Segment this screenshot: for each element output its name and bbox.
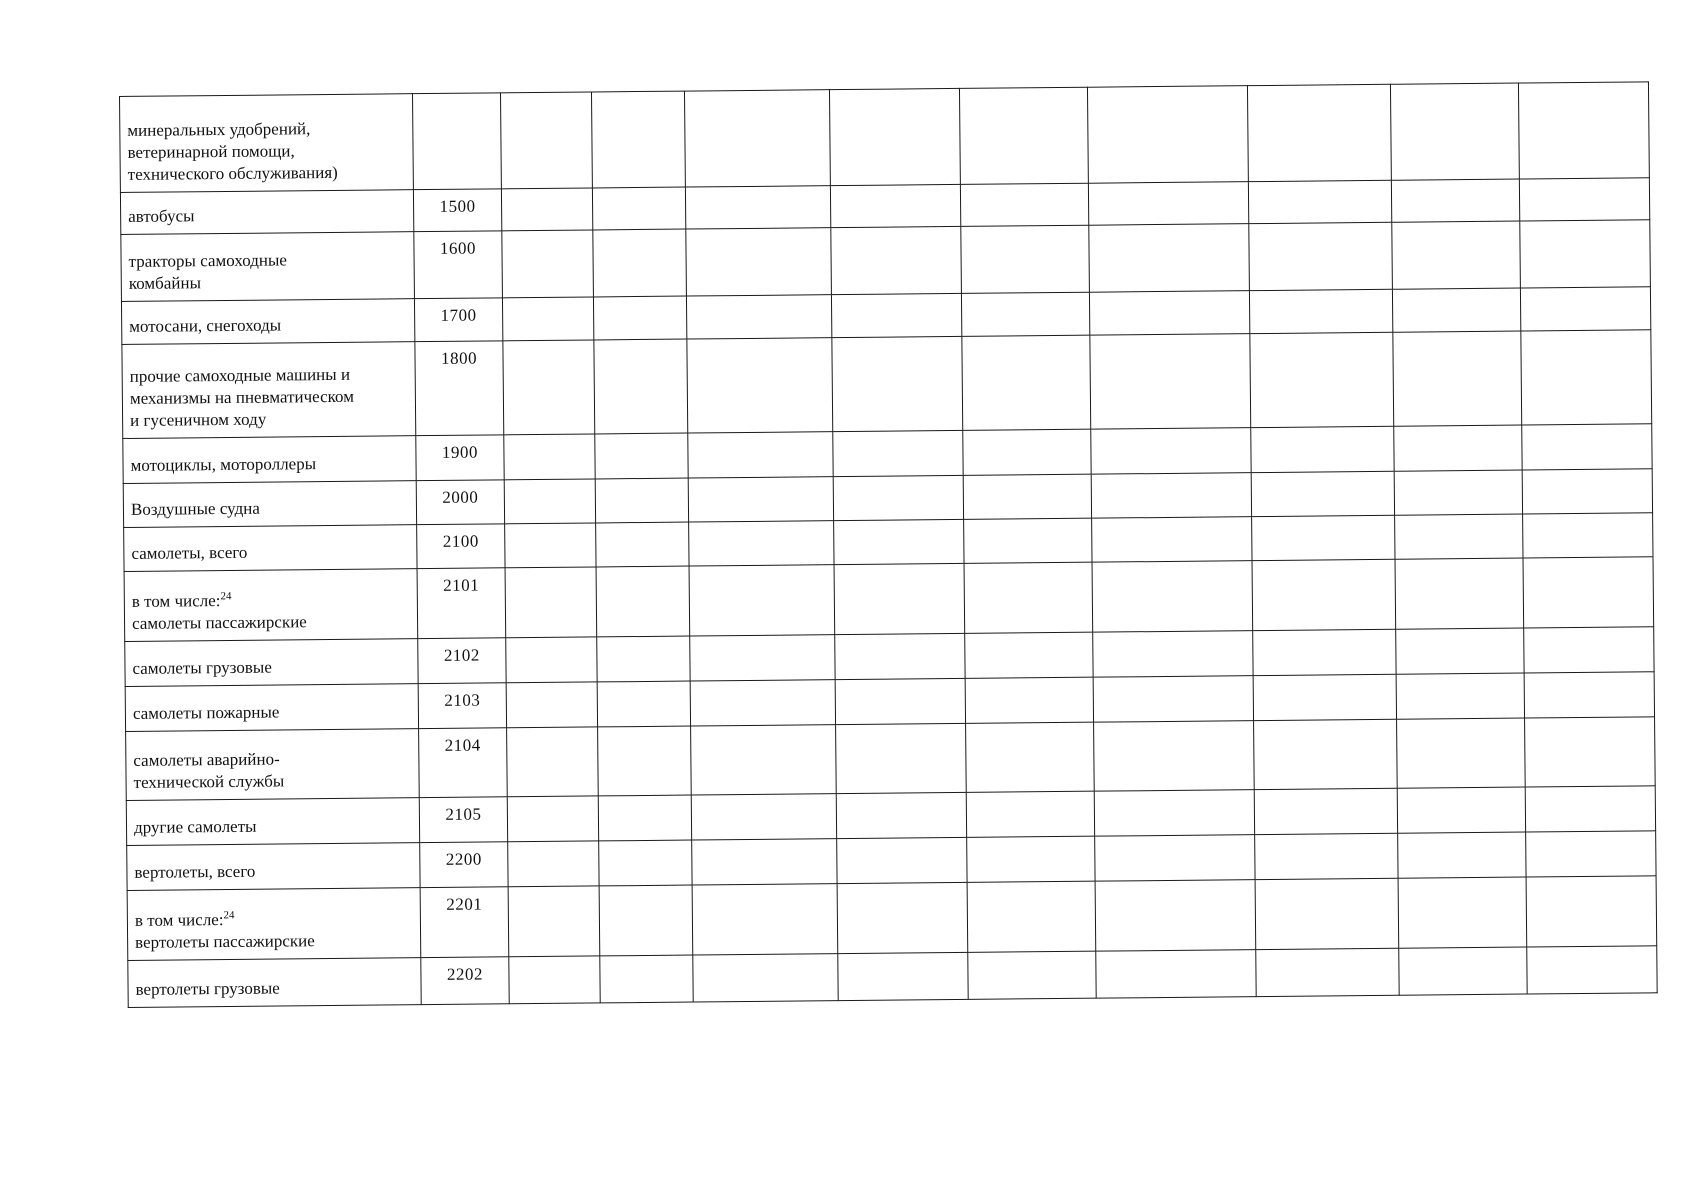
row-name-text: самолеты пожарные xyxy=(132,702,280,723)
row-name-text: технического обслуживания) xyxy=(127,162,338,184)
row-name-line xyxy=(127,139,406,164)
empty-value-cell[interactable] xyxy=(966,791,1094,837)
empty-value-cell[interactable] xyxy=(1090,334,1251,430)
empty-value-cell[interactable] xyxy=(689,565,835,636)
row-name-text: комбайны xyxy=(128,273,202,293)
row-name-line xyxy=(132,588,411,613)
empty-value-cell[interactable] xyxy=(1249,289,1392,333)
empty-value-cell[interactable] xyxy=(1093,631,1253,678)
row-name-text: вертолеты грузовые xyxy=(135,978,280,999)
empty-value-cell[interactable] xyxy=(1252,515,1395,560)
row-name-cell xyxy=(124,525,417,572)
empty-value-cell[interactable] xyxy=(1395,514,1523,559)
empty-value-cell[interactable] xyxy=(501,188,592,231)
empty-value-cell[interactable] xyxy=(964,518,1092,563)
row-name-text: в том числе: xyxy=(134,909,224,930)
row-name-text: самолеты грузовые xyxy=(132,657,272,678)
empty-value-cell[interactable] xyxy=(835,633,965,679)
row-code-cell xyxy=(412,93,501,190)
row-code-cell: 2200 xyxy=(420,842,508,888)
empty-value-cell[interactable] xyxy=(1525,786,1655,832)
empty-value-cell[interactable] xyxy=(506,682,597,728)
empty-value-cell[interactable] xyxy=(836,723,967,793)
empty-value-cell[interactable] xyxy=(1251,426,1394,472)
empty-value-cell[interactable] xyxy=(684,90,830,187)
empty-value-cell[interactable] xyxy=(500,92,592,189)
row-name-text: вертолеты, всего xyxy=(134,861,256,882)
empty-value-cell[interactable] xyxy=(593,229,687,297)
row-code-cell: 2201 xyxy=(420,887,509,958)
empty-value-cell[interactable] xyxy=(502,230,594,298)
row-name-cell xyxy=(127,843,420,891)
empty-value-cell[interactable] xyxy=(595,433,688,479)
empty-value-cell[interactable] xyxy=(504,479,595,524)
footnote-marker: 24 xyxy=(220,590,232,603)
empty-value-cell[interactable] xyxy=(505,567,597,638)
empty-value-cell[interactable] xyxy=(1091,473,1251,519)
row-name-cell xyxy=(126,798,419,846)
empty-value-cell[interactable] xyxy=(507,796,598,842)
empty-value-cell[interactable] xyxy=(837,882,968,953)
empty-value-cell[interactable] xyxy=(1397,718,1526,788)
empty-value-cell[interactable] xyxy=(597,681,690,727)
empty-value-cell[interactable] xyxy=(967,881,1096,952)
empty-value-cell[interactable] xyxy=(591,91,685,188)
row-code-cell: 2101 xyxy=(417,568,506,639)
empty-value-cell[interactable] xyxy=(594,339,688,434)
empty-value-cell[interactable] xyxy=(963,474,1091,519)
empty-value-cell[interactable] xyxy=(688,432,833,478)
empty-value-cell[interactable] xyxy=(692,884,838,955)
empty-value-cell[interactable] xyxy=(595,478,688,523)
empty-value-cell[interactable] xyxy=(690,635,835,681)
empty-value-cell[interactable] xyxy=(1251,471,1394,516)
row-name-line xyxy=(131,540,410,565)
empty-value-cell[interactable] xyxy=(1087,86,1248,184)
row-name-cell xyxy=(125,639,418,687)
row-code-cell: 2000 xyxy=(416,480,504,525)
empty-value-cell[interactable] xyxy=(959,87,1088,184)
empty-value-cell[interactable] xyxy=(960,183,1088,226)
row-name-cell xyxy=(127,888,421,961)
empty-value-cell[interactable] xyxy=(1526,876,1657,947)
row-code-cell: 2102 xyxy=(418,638,506,684)
empty-value-cell[interactable] xyxy=(837,837,967,883)
row-code-cell: 1600 xyxy=(414,231,503,299)
empty-value-cell[interactable] xyxy=(835,678,965,724)
empty-value-cell[interactable] xyxy=(829,88,960,185)
row-name-text: мотоциклы, мотороллеры xyxy=(130,454,317,475)
row-name-cell xyxy=(124,569,418,642)
empty-value-cell[interactable] xyxy=(968,951,1096,999)
empty-value-cell[interactable] xyxy=(1390,83,1519,180)
empty-value-cell[interactable] xyxy=(962,335,1091,430)
empty-value-cell[interactable] xyxy=(1393,331,1522,426)
empty-value-cell[interactable] xyxy=(838,952,968,1000)
row-name-cell xyxy=(126,729,420,801)
row-name-line xyxy=(128,248,407,273)
empty-value-cell[interactable] xyxy=(1247,84,1391,181)
empty-value-cell[interactable] xyxy=(1524,672,1654,718)
empty-value-cell[interactable] xyxy=(686,295,831,339)
empty-value-cell[interactable] xyxy=(508,841,599,887)
empty-value-cell[interactable] xyxy=(692,839,837,885)
empty-value-cell[interactable] xyxy=(831,293,961,337)
empty-value-cell[interactable] xyxy=(1252,559,1396,630)
empty-value-cell[interactable] xyxy=(592,187,685,230)
row-name-line xyxy=(132,655,411,680)
row-name-text: автобусы xyxy=(128,206,195,226)
empty-value-cell[interactable] xyxy=(1392,221,1521,289)
empty-value-cell[interactable] xyxy=(1092,561,1253,633)
empty-value-cell[interactable] xyxy=(1089,291,1249,336)
empty-value-cell[interactable] xyxy=(690,680,835,726)
empty-value-cell[interactable] xyxy=(596,566,690,637)
empty-value-cell[interactable] xyxy=(963,429,1091,475)
empty-value-cell[interactable] xyxy=(593,296,686,340)
empty-value-cell[interactable] xyxy=(686,228,832,296)
row-name-text: ветеринарной помощи, xyxy=(127,141,295,162)
row-name-line xyxy=(128,161,407,186)
empty-value-cell[interactable] xyxy=(504,434,595,480)
empty-value-cell[interactable] xyxy=(1523,513,1653,558)
table-body xyxy=(120,82,1658,1008)
row-name-line xyxy=(130,452,409,477)
empty-value-cell[interactable] xyxy=(1249,222,1393,290)
empty-value-cell[interactable] xyxy=(507,727,599,797)
row-code-cell: 2100 xyxy=(417,524,505,569)
empty-value-cell[interactable] xyxy=(830,184,960,227)
row-name-line xyxy=(135,907,414,932)
empty-value-cell[interactable] xyxy=(509,956,600,1004)
empty-value-cell[interactable] xyxy=(1091,428,1251,475)
empty-value-cell[interactable] xyxy=(1395,558,1524,629)
table-row xyxy=(120,82,1650,193)
row-name-text: механизмы на пневматическом xyxy=(129,386,355,408)
row-name-line xyxy=(131,496,410,521)
empty-value-cell[interactable] xyxy=(834,519,964,564)
row-name-line xyxy=(129,270,408,295)
empty-value-cell[interactable] xyxy=(1396,628,1524,674)
empty-value-cell[interactable] xyxy=(1396,673,1524,719)
empty-value-cell[interactable] xyxy=(1254,788,1397,834)
row-name-text: самолеты пассажирские xyxy=(131,612,307,633)
row-name-cell xyxy=(125,684,418,732)
empty-value-cell[interactable] xyxy=(599,840,692,886)
row-name-text: и гусеничном ходу xyxy=(130,409,267,430)
empty-value-cell[interactable] xyxy=(832,336,963,431)
empty-value-cell[interactable] xyxy=(1093,676,1253,723)
empty-value-cell[interactable] xyxy=(506,637,597,683)
empty-value-cell[interactable] xyxy=(1527,946,1657,994)
row-code-cell: 2105 xyxy=(419,797,507,843)
vehicle-report-table xyxy=(119,81,1658,1008)
empty-value-cell[interactable] xyxy=(1253,674,1396,720)
row-name-cell xyxy=(122,342,416,439)
empty-value-cell[interactable] xyxy=(502,297,593,341)
empty-value-cell[interactable] xyxy=(1095,880,1256,952)
empty-value-cell[interactable] xyxy=(1520,220,1651,288)
empty-value-cell[interactable] xyxy=(1519,178,1649,221)
row-name-cell xyxy=(128,958,421,1008)
empty-value-cell[interactable] xyxy=(687,338,833,433)
empty-value-cell[interactable] xyxy=(1248,180,1391,223)
row-name-line xyxy=(130,363,409,388)
empty-value-cell[interactable] xyxy=(1255,833,1398,879)
row-name-line xyxy=(132,610,411,635)
row-name-cell xyxy=(121,299,414,345)
empty-value-cell[interactable] xyxy=(961,292,1089,336)
row-name-cell xyxy=(120,94,414,193)
empty-value-cell[interactable] xyxy=(685,186,830,229)
empty-value-cell[interactable] xyxy=(1520,287,1650,331)
row-name-text: самолеты, всего xyxy=(131,542,248,563)
empty-value-cell[interactable] xyxy=(691,794,836,840)
empty-value-cell[interactable] xyxy=(1095,835,1255,882)
empty-value-cell[interactable] xyxy=(1088,182,1248,226)
empty-value-cell[interactable] xyxy=(1253,629,1396,675)
empty-value-cell[interactable] xyxy=(600,955,693,1003)
row-name-line xyxy=(133,700,412,725)
empty-value-cell[interactable] xyxy=(1397,787,1525,833)
row-code-cell: 2202 xyxy=(421,957,509,1005)
empty-value-cell[interactable] xyxy=(1096,950,1256,999)
empty-value-cell[interactable] xyxy=(1250,332,1394,427)
empty-value-cell[interactable] xyxy=(1522,424,1652,470)
row-name-text: мотосани, снегоходы xyxy=(129,315,282,336)
empty-value-cell[interactable] xyxy=(965,677,1093,723)
row-name-text: Воздушные судна xyxy=(130,498,260,519)
row-code-cell: 1700 xyxy=(414,298,502,342)
empty-value-cell[interactable] xyxy=(1394,425,1522,471)
row-name-line xyxy=(134,859,413,884)
row-name-text: вертолеты пассажирские xyxy=(135,931,315,952)
empty-value-cell[interactable] xyxy=(599,885,693,956)
empty-value-cell[interactable] xyxy=(1094,721,1255,792)
empty-value-cell[interactable] xyxy=(688,477,833,522)
row-name-line xyxy=(133,747,412,772)
empty-value-cell[interactable] xyxy=(596,522,689,567)
empty-value-cell[interactable] xyxy=(1092,517,1252,563)
row-name-line xyxy=(129,313,408,338)
empty-value-cell[interactable] xyxy=(689,521,834,566)
empty-value-cell[interactable] xyxy=(1394,470,1522,515)
row-name-text: самолеты аварийно- xyxy=(133,749,280,770)
empty-value-cell[interactable] xyxy=(1524,627,1654,673)
row-name-text: в том числе: xyxy=(131,590,221,611)
footnote-marker: 24 xyxy=(223,909,235,922)
empty-value-cell[interactable] xyxy=(1398,877,1527,948)
row-name-line xyxy=(133,769,412,794)
row-code-cell: 2103 xyxy=(418,683,506,729)
table-row xyxy=(122,330,1652,439)
row-name-cell xyxy=(123,436,416,484)
empty-value-cell[interactable] xyxy=(964,562,1093,633)
empty-value-cell[interactable] xyxy=(1254,719,1398,789)
empty-value-cell[interactable] xyxy=(693,954,838,1002)
empty-value-cell[interactable] xyxy=(1522,469,1652,514)
row-name-text: прочие самоходные машины и xyxy=(129,364,351,386)
row-name-line xyxy=(127,117,406,142)
row-code-cell: 1500 xyxy=(413,189,501,232)
empty-value-cell[interactable] xyxy=(833,475,963,520)
empty-value-cell[interactable] xyxy=(1526,831,1656,877)
empty-value-cell[interactable] xyxy=(836,792,966,838)
empty-value-cell[interactable] xyxy=(503,340,595,435)
empty-value-cell[interactable] xyxy=(598,795,691,841)
empty-value-cell[interactable] xyxy=(1399,947,1527,995)
empty-value-cell[interactable] xyxy=(961,225,1090,293)
empty-value-cell[interactable] xyxy=(597,636,690,682)
empty-value-cell[interactable] xyxy=(1094,790,1254,837)
empty-value-cell[interactable] xyxy=(598,726,692,796)
empty-value-cell[interactable] xyxy=(1392,288,1520,332)
empty-value-cell[interactable] xyxy=(1523,557,1654,628)
row-name-line xyxy=(130,407,409,432)
empty-value-cell[interactable] xyxy=(1089,224,1250,293)
row-name-text: тракторы самоходные xyxy=(128,250,287,271)
row-name-line xyxy=(134,814,413,839)
row-name-line xyxy=(135,929,414,954)
row-name-cell xyxy=(121,232,415,302)
empty-value-cell[interactable] xyxy=(505,523,596,568)
empty-value-cell[interactable] xyxy=(1525,717,1656,787)
row-name-line xyxy=(128,203,407,228)
empty-value-cell[interactable] xyxy=(691,725,837,795)
empty-value-cell[interactable] xyxy=(1518,82,1649,179)
row-code-cell: 1900 xyxy=(416,435,504,481)
empty-value-cell[interactable] xyxy=(1391,179,1519,222)
row-name-text: технической службы xyxy=(133,771,285,792)
row-name-text: минеральных удобрений, xyxy=(127,118,311,140)
empty-value-cell[interactable] xyxy=(831,226,962,294)
empty-value-cell[interactable] xyxy=(508,886,600,957)
row-code-cell: 2104 xyxy=(419,728,508,798)
empty-value-cell[interactable] xyxy=(834,563,965,634)
empty-value-cell[interactable] xyxy=(1256,948,1399,996)
row-name-text: другие самолеты xyxy=(133,816,257,837)
row-name-line xyxy=(135,976,414,1001)
empty-value-cell[interactable] xyxy=(966,722,1095,792)
row-name-cell xyxy=(123,481,416,528)
row-code-cell: 1800 xyxy=(415,341,504,436)
empty-value-cell[interactable] xyxy=(1255,878,1399,949)
row-name-cell xyxy=(120,190,413,235)
empty-value-cell[interactable] xyxy=(967,836,1095,882)
empty-value-cell[interactable] xyxy=(833,430,963,476)
empty-value-cell[interactable] xyxy=(965,632,1093,678)
empty-value-cell[interactable] xyxy=(1521,330,1652,425)
empty-value-cell[interactable] xyxy=(1398,832,1526,878)
row-name-line xyxy=(130,385,409,410)
